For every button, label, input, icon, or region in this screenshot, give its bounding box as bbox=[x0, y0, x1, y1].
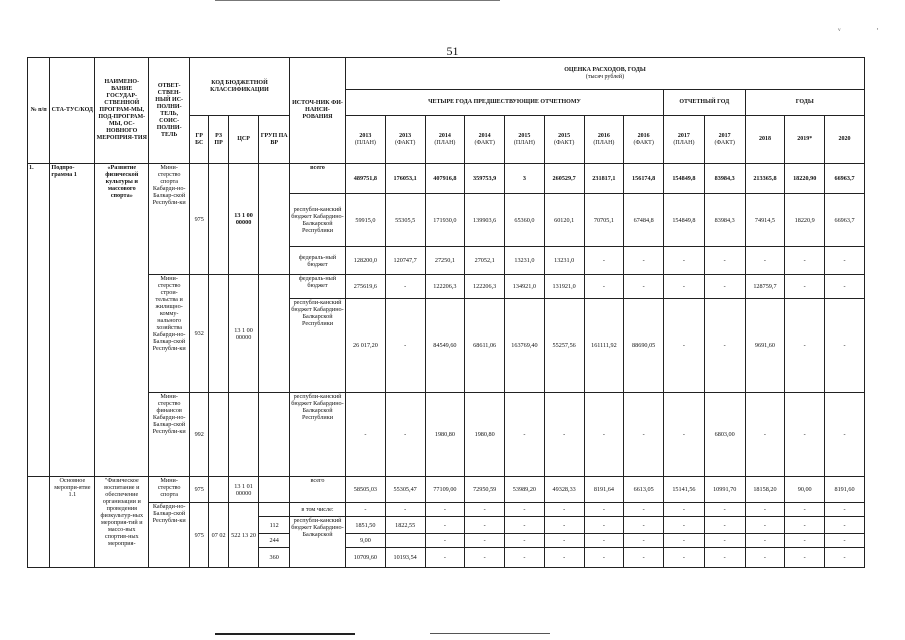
header-years: ГОДЫ bbox=[745, 90, 864, 116]
value-cell: 6613,05 bbox=[624, 477, 664, 503]
value-cell: - bbox=[385, 275, 425, 299]
value-cell: 68611,06 bbox=[465, 299, 505, 393]
value-cell: 231817,1 bbox=[584, 164, 624, 194]
value-cell: 55257,56 bbox=[544, 299, 584, 393]
header-year-col: 2017 (ФАКТ) bbox=[704, 116, 745, 164]
value-cell: 10193,54 bbox=[385, 548, 425, 568]
value-cell: - bbox=[704, 517, 745, 534]
row-rep3 bbox=[28, 393, 865, 477]
resp-construction: Мини-стерство строи-тельства и жилищно-комму-нального хозяйства Кабарди-но-Балкар-ской Республи-ки bbox=[149, 275, 190, 393]
rzpr-cell bbox=[209, 393, 228, 477]
value-cell: - bbox=[624, 517, 664, 534]
value-cell: - bbox=[465, 534, 505, 548]
scan-mark: ᵥ bbox=[838, 22, 841, 32]
header-year-col: 2014 (ФАКТ) bbox=[465, 116, 505, 164]
value-cell: - bbox=[385, 299, 425, 393]
row-num: 1. bbox=[28, 164, 50, 477]
value-cell: 171930,0 bbox=[425, 194, 465, 247]
value-cell: - bbox=[425, 503, 465, 517]
csr-cell bbox=[228, 393, 259, 477]
value-cell: 74914,5 bbox=[745, 194, 785, 247]
scan-mark: · bbox=[876, 24, 879, 34]
value-cell: 67484,8 bbox=[624, 194, 664, 247]
value-cell: - bbox=[465, 517, 505, 534]
header-row-1 bbox=[28, 58, 865, 90]
row-b2-total bbox=[28, 477, 865, 503]
vr-cell bbox=[259, 477, 290, 503]
value-cell: 3 bbox=[505, 164, 545, 194]
value-cell: - bbox=[664, 393, 705, 477]
value-cell: - bbox=[544, 534, 584, 548]
grbs-cell: 975 bbox=[190, 503, 209, 568]
source-cell: всего bbox=[289, 164, 345, 194]
value-cell: 8191,64 bbox=[584, 477, 624, 503]
value-cell: - bbox=[704, 275, 745, 299]
value-cell: 55305,5 bbox=[385, 194, 425, 247]
value-cell: 27250,1 bbox=[425, 247, 465, 275]
value-cell: - bbox=[505, 534, 545, 548]
header-year-col: 2013 (ПЛАН) bbox=[346, 116, 386, 164]
value-cell: 18158,20 bbox=[745, 477, 785, 503]
value-cell: - bbox=[624, 393, 664, 477]
value-cell: 359753,9 bbox=[465, 164, 505, 194]
value-cell: 88690,05 bbox=[624, 299, 664, 393]
top-edge-line bbox=[215, 0, 500, 4]
resp-sport: Мини-стерство спорта Кабарди-но-Балкар-ской Республи-ки bbox=[149, 164, 190, 275]
vr-cell bbox=[259, 393, 290, 477]
value-cell: - bbox=[825, 548, 865, 568]
value-cell: 120747,7 bbox=[385, 247, 425, 275]
grbs-cell: 932 bbox=[190, 275, 209, 393]
header-status: СТА-ТУС/КОД bbox=[50, 58, 95, 164]
value-cell: 1980,80 bbox=[465, 393, 505, 477]
value-cell: - bbox=[505, 393, 545, 477]
value-cell: 260529,7 bbox=[544, 164, 584, 194]
value-cell: - bbox=[584, 534, 624, 548]
header-year-col: 2016 (ФАКТ) bbox=[624, 116, 664, 164]
value-cell: 122206,3 bbox=[465, 275, 505, 299]
value-cell: 122206,3 bbox=[425, 275, 465, 299]
resp-sport: Мини-стерство спорта bbox=[149, 477, 190, 503]
grbs-cell: 975 bbox=[190, 164, 209, 275]
value-cell: - bbox=[505, 548, 545, 568]
value-cell: 154849,8 bbox=[664, 194, 705, 247]
value-cell: - bbox=[745, 517, 785, 534]
source-cell: республи-канский бюджет Кабардино-Балкарской Республики bbox=[289, 194, 345, 247]
value-cell: 58505,03 bbox=[346, 477, 386, 503]
value-cell: - bbox=[785, 548, 825, 568]
header-grbs: ГР БС bbox=[190, 116, 209, 164]
value-cell: 156174,8 bbox=[624, 164, 664, 194]
value-cell: - bbox=[825, 275, 865, 299]
value-cell: 176053,1 bbox=[385, 164, 425, 194]
value-cell: - bbox=[425, 534, 465, 548]
value-cell: 27052,1 bbox=[465, 247, 505, 275]
row-b2-incl bbox=[28, 503, 865, 517]
header-four-years: ЧЕТЫРЕ ГОДА ПРЕДШЕСТВУЮЩИЕ ОТЧЕТНОМУ bbox=[346, 90, 664, 116]
value-cell: - bbox=[584, 393, 624, 477]
value-cell: - bbox=[425, 517, 465, 534]
page-number: 51 bbox=[446, 44, 459, 58]
header-year-col: 2017 (ПЛАН) bbox=[664, 116, 705, 164]
value-cell: - bbox=[544, 548, 584, 568]
row-status: Основное меропри-ятие 1.1 bbox=[50, 477, 95, 568]
value-cell: 18220,90 bbox=[785, 164, 825, 194]
value-cell: 139903,6 bbox=[465, 194, 505, 247]
value-cell: - bbox=[425, 548, 465, 568]
value-cell: 6803,00 bbox=[704, 393, 745, 477]
value-cell: 9691,60 bbox=[745, 299, 785, 393]
value-cell: - bbox=[664, 548, 705, 568]
value-cell: - bbox=[785, 393, 825, 477]
value-cell: 13231,0 bbox=[544, 247, 584, 275]
value-cell: 15141,56 bbox=[664, 477, 705, 503]
header-year-col: 2020 bbox=[825, 116, 865, 164]
value-cell: 1822,55 bbox=[385, 517, 425, 534]
header-year-col: 2015 (ФАКТ) bbox=[544, 116, 584, 164]
header-kbk: КОД БЮДЖЕТНОЙ КЛАССИФИКАЦИИ bbox=[190, 58, 290, 116]
value-cell: 407916,8 bbox=[425, 164, 465, 194]
value-cell: 128200,0 bbox=[346, 247, 386, 275]
value-cell: 213365,8 bbox=[745, 164, 785, 194]
value-cell: - bbox=[825, 247, 865, 275]
value-cell: 1980,80 bbox=[425, 393, 465, 477]
value-cell: - bbox=[584, 548, 624, 568]
value-cell: - bbox=[785, 275, 825, 299]
header-resp: ОТВЕТ-СТВЕН-НЫЙ ИС-ПОЛНИ-ТЕЛЬ, СОИС-ПОЛНИ-ТЕЛЬ bbox=[149, 58, 190, 164]
value-cell: - bbox=[385, 393, 425, 477]
value-cell: 18220,9 bbox=[785, 194, 825, 247]
value-cell: 8191,60 bbox=[825, 477, 865, 503]
value-cell: - bbox=[346, 503, 386, 517]
source-cell: республи-канский бюджет Кабардино-Балкарской Республики bbox=[289, 299, 345, 393]
header-year-col: 2014 (ПЛАН) bbox=[425, 116, 465, 164]
value-cell: - bbox=[745, 548, 785, 568]
value-cell: - bbox=[584, 503, 624, 517]
value-cell: - bbox=[704, 299, 745, 393]
value-cell: - bbox=[825, 517, 865, 534]
value-cell: - bbox=[664, 503, 705, 517]
csr-cell: 13 1 01 00000 bbox=[228, 477, 259, 503]
value-cell: 131921,0 bbox=[544, 275, 584, 299]
vr-cell: 112 bbox=[259, 517, 290, 534]
value-cell: 154849,8 bbox=[664, 164, 705, 194]
value-cell: - bbox=[624, 503, 664, 517]
header-report-year: ОТЧЕТНЫЙ ГОД bbox=[664, 90, 746, 116]
value-cell: 163769,40 bbox=[505, 299, 545, 393]
value-cell bbox=[385, 534, 425, 548]
row-status: Подпро-грамма 1 bbox=[50, 164, 95, 477]
header-name: НАИМЕНО-ВАНИЕ ГОСУДАР-СТВЕННОЙ ПРОГРАМ-МЫ, ПОД-ПРОГРАМ-МЫ, ОС-НОВНОГО МЕРОПРИЯ-ТИЯ bbox=[95, 58, 149, 164]
rzpr-cell: 07 02 bbox=[209, 503, 228, 568]
row-name: «Развитие физической культуры и массового спорта» bbox=[95, 164, 149, 477]
bottom-line bbox=[430, 633, 550, 634]
value-cell: 128759,7 bbox=[745, 275, 785, 299]
source-cell: в том числе: bbox=[289, 503, 345, 517]
value-cell: - bbox=[465, 503, 505, 517]
value-cell: - bbox=[465, 548, 505, 568]
value-cell: - bbox=[825, 393, 865, 477]
source-cell: республи-канский бюджет Кабардино-Балкарской bbox=[289, 517, 345, 568]
rzpr-cell bbox=[209, 477, 228, 503]
header-year-col: 2013 (ФАКТ) bbox=[385, 116, 425, 164]
rzpr-cell bbox=[209, 164, 228, 275]
value-cell: - bbox=[346, 393, 386, 477]
value-cell: - bbox=[544, 503, 584, 517]
source-cell: федераль-ный бюджет bbox=[289, 247, 345, 275]
csr-cell: 13 1 00 00000 bbox=[228, 164, 259, 275]
value-cell: 134921,0 bbox=[505, 275, 545, 299]
header-year-col: 2015 (ПЛАН) bbox=[505, 116, 545, 164]
value-cell: - bbox=[825, 534, 865, 548]
value-cell: 1851,50 bbox=[346, 517, 386, 534]
value-cell: - bbox=[544, 517, 584, 534]
grbs-cell: 992 bbox=[190, 393, 209, 477]
value-cell: - bbox=[584, 517, 624, 534]
row-fed2 bbox=[28, 275, 865, 299]
value-cell: - bbox=[785, 503, 825, 517]
value-cell: - bbox=[704, 247, 745, 275]
value-cell: 161111,92 bbox=[584, 299, 624, 393]
header-num: № п/п bbox=[28, 58, 50, 164]
row-num bbox=[28, 477, 50, 568]
value-cell: - bbox=[624, 548, 664, 568]
csr-cell: 13 1 00 00000 bbox=[228, 275, 259, 393]
value-cell: - bbox=[785, 247, 825, 275]
header-source: ИСТОЧ-НИК ФИ-НАНСИ-РОВАНИЯ bbox=[289, 58, 345, 164]
header-estimate: ОЦЕНКА РАСХОДОВ, ГОДЫ (тысяч рублей) bbox=[346, 58, 865, 90]
value-cell: - bbox=[704, 503, 745, 517]
value-cell: - bbox=[745, 503, 785, 517]
source-cell: федераль-ный бюджет bbox=[289, 275, 345, 299]
value-cell: 10709,60 bbox=[346, 548, 386, 568]
value-cell: - bbox=[624, 247, 664, 275]
vr-cell bbox=[259, 503, 290, 517]
value-cell: - bbox=[825, 503, 865, 517]
header-year-col: 2019* bbox=[785, 116, 825, 164]
value-cell: - bbox=[664, 247, 705, 275]
value-cell: 13231,0 bbox=[505, 247, 545, 275]
bottom-line bbox=[215, 633, 355, 635]
header-year-col: 2016 (ПЛАН) bbox=[584, 116, 624, 164]
value-cell: - bbox=[584, 247, 624, 275]
budget-table bbox=[27, 57, 865, 568]
value-cell: - bbox=[664, 534, 705, 548]
value-cell: 84549,60 bbox=[425, 299, 465, 393]
value-cell: - bbox=[745, 247, 785, 275]
value-cell: 59915,0 bbox=[346, 194, 386, 247]
value-cell: 53989,20 bbox=[505, 477, 545, 503]
value-cell: 49328,33 bbox=[544, 477, 584, 503]
vr-cell bbox=[259, 164, 290, 275]
value-cell: - bbox=[745, 393, 785, 477]
value-cell: - bbox=[664, 517, 705, 534]
value-cell: - bbox=[624, 275, 664, 299]
value-cell: - bbox=[825, 299, 865, 393]
source-cell: республи-канский бюджет Кабардино-Балкарской Республики bbox=[289, 393, 345, 477]
value-cell: - bbox=[664, 275, 705, 299]
vr-cell bbox=[259, 275, 290, 393]
resp-finance: Мини-стерство финансов Кабарди-но-Балкар-ской Республи-ки bbox=[149, 393, 190, 477]
value-cell: 55305,47 bbox=[385, 477, 425, 503]
value-cell: 26 017,20 bbox=[346, 299, 386, 393]
value-cell: 70705,1 bbox=[584, 194, 624, 247]
header-year-col: 2018 bbox=[745, 116, 785, 164]
value-cell: 65360,0 bbox=[505, 194, 545, 247]
value-cell: 489751,8 bbox=[346, 164, 386, 194]
value-cell: - bbox=[544, 393, 584, 477]
vr-cell: 360 bbox=[259, 548, 290, 568]
header-csr: ЦСР bbox=[228, 116, 259, 164]
value-cell: 72950,59 bbox=[465, 477, 505, 503]
header-rzpr: РЗ ПР bbox=[209, 116, 228, 164]
value-cell: 10991,70 bbox=[704, 477, 745, 503]
csr-cell: 522 13 20 bbox=[228, 503, 259, 568]
value-cell: - bbox=[745, 534, 785, 548]
value-cell: - bbox=[505, 503, 545, 517]
vr-cell: 244 bbox=[259, 534, 290, 548]
value-cell: 66963,7 bbox=[825, 194, 865, 247]
value-cell: - bbox=[584, 275, 624, 299]
value-cell: - bbox=[704, 548, 745, 568]
value-cell: 90,00 bbox=[785, 477, 825, 503]
value-cell: - bbox=[664, 299, 705, 393]
value-cell: - bbox=[704, 534, 745, 548]
value-cell: - bbox=[785, 299, 825, 393]
value-cell: 60120,1 bbox=[544, 194, 584, 247]
value-cell: - bbox=[505, 517, 545, 534]
rzpr-cell bbox=[209, 275, 228, 393]
value-cell: 275619,6 bbox=[346, 275, 386, 299]
resp-kbr: Кабарди-но-Балкар-ской Республи-ки bbox=[149, 503, 190, 568]
row-total bbox=[28, 164, 865, 194]
value-cell: - bbox=[785, 517, 825, 534]
value-cell: 9,00 bbox=[346, 534, 386, 548]
value-cell: 83984,3 bbox=[704, 194, 745, 247]
header-vr: ГРУП ПА ВР bbox=[259, 116, 290, 164]
value-cell: 66963,7 bbox=[825, 164, 865, 194]
grbs-cell: 975 bbox=[190, 477, 209, 503]
value-cell: - bbox=[785, 534, 825, 548]
value-cell: - bbox=[624, 534, 664, 548]
value-cell: 83984,3 bbox=[704, 164, 745, 194]
source-cell: всего bbox=[289, 477, 345, 503]
row-name: "Физическое воспитание и обеспечение организации и проведения физкультур-ных мероприя-тий и массо-вых спортив-ных мероприя- bbox=[95, 477, 149, 568]
value-cell: - bbox=[385, 503, 425, 517]
value-cell: 77109,00 bbox=[425, 477, 465, 503]
